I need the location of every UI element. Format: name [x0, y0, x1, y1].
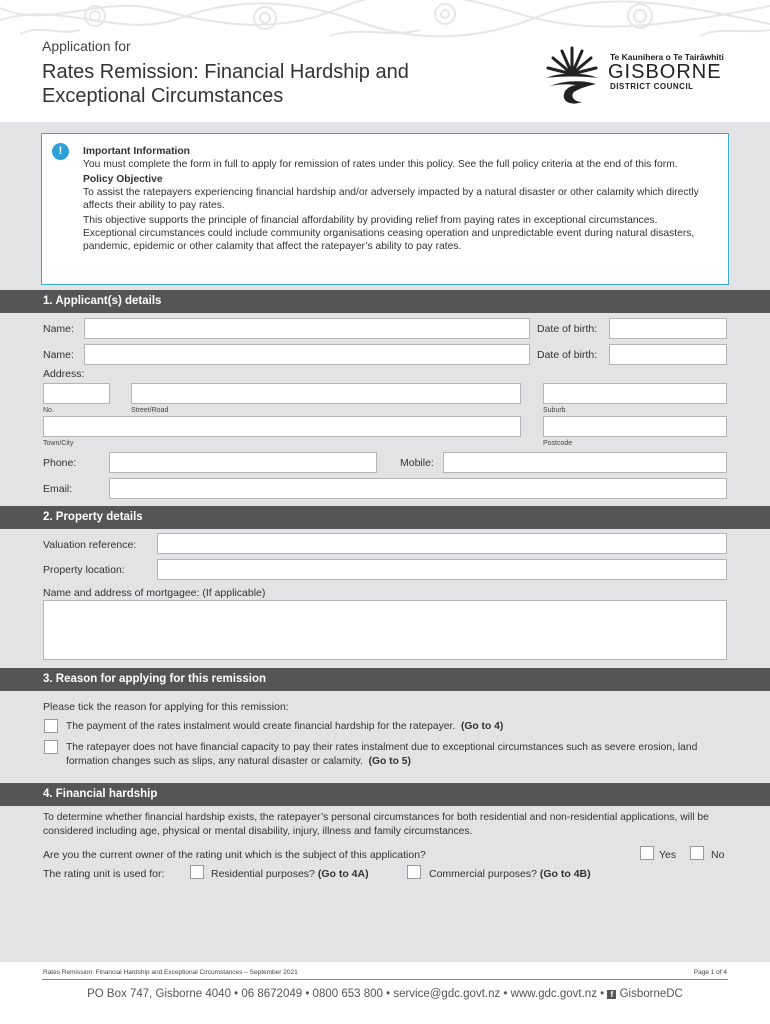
- address-label: Address:: [43, 368, 85, 380]
- no-caption: No.: [43, 407, 54, 414]
- exceptional-option: The ratepayer does not have financial capacity to pay their rates instalment due to exceptional circumstances such as severe erosion, land formation changes such as slips, any natural disaster or calamity. (Go to 5): [66, 742, 698, 767]
- suburb-input[interactable]: [543, 383, 727, 404]
- email-input[interactable]: [109, 478, 727, 499]
- important-information-box: [41, 133, 729, 285]
- street-caption: Street/Road: [131, 407, 169, 414]
- section-4-header: 4. Financial hardship: [0, 783, 770, 806]
- valuation-input[interactable]: [157, 533, 727, 554]
- name-input-2[interactable]: [84, 344, 530, 365]
- location-label: Property location:: [43, 564, 125, 576]
- section-2-header: 2. Property details: [0, 506, 770, 529]
- info-heading: Important Information: [83, 146, 190, 157]
- owner-yes-label: Yes: [659, 849, 677, 861]
- town-caption: Town/City: [43, 440, 74, 447]
- logo-district-council: DISTRICT COUNCIL: [610, 82, 694, 91]
- page-title: Rates Remission: Financial Hardship and Exceptional Circumstances: [42, 61, 409, 107]
- street-input[interactable]: [131, 383, 521, 404]
- info-text-2: To assist the ratepayers experiencing financial hardship and/or adversely impacted by a natural disaster or other calamity which directly affects their ability to pay rates.: [83, 187, 699, 211]
- exceptional-checkbox[interactable]: [44, 740, 58, 754]
- name-label-1: Name:: [43, 323, 74, 335]
- info-text-3: This objective supports the principle of financial affordability by providing relief from paying rates in exceptional circumstances. Exceptional circumstances could include community organisations ceasing operation and unpredictable event during natural disasters, pandemic, epidemic or other calamity that affect the ratepayer’s ability to pay rates.: [83, 215, 695, 252]
- page-header: [0, 0, 770, 122]
- footer-page-number: Page 1 of 4: [693, 969, 727, 976]
- application-for-label: Application for: [42, 38, 131, 54]
- section-3-header: 3. Reason for applying for this remission: [0, 668, 770, 691]
- location-input[interactable]: [157, 559, 727, 580]
- footer-divider: [42, 979, 728, 980]
- policy-objective-heading: Policy Objective: [83, 174, 163, 185]
- hardship-checkbox[interactable]: [44, 719, 58, 733]
- owner-question: Are you the current owner of the rating unit which is the subject of this application?: [43, 849, 426, 861]
- facebook-handle[interactable]: GisborneDC: [619, 988, 683, 1000]
- logo-gisborne: GISBORNE: [608, 61, 722, 83]
- mobile-label: Mobile:: [400, 457, 434, 469]
- town-input[interactable]: [43, 416, 521, 437]
- dob-input-2[interactable]: [609, 344, 727, 365]
- dob-input-1[interactable]: [609, 318, 727, 339]
- logo-maori-name: Te Kaunihera o Te Tairāwhiti: [610, 52, 724, 62]
- valuation-label: Valuation reference:: [43, 539, 137, 551]
- owner-no-label: No: [711, 849, 725, 861]
- mortgagee-textarea[interactable]: [43, 600, 727, 660]
- postcode-input[interactable]: [543, 416, 727, 437]
- phone-label: Phone:: [43, 457, 77, 469]
- reason-intro: Please tick the reason for applying for this remission:: [43, 701, 289, 713]
- residential-checkbox[interactable]: [190, 865, 204, 879]
- gisborne-council-logo: [540, 44, 740, 110]
- email-label: Email:: [43, 483, 73, 495]
- postcode-caption: Postcode: [543, 440, 573, 447]
- gdc-logo-icon: [540, 44, 604, 110]
- section-1-header: 1. Applicant(s) details: [0, 290, 770, 313]
- suburb-caption: Suburb: [543, 407, 566, 414]
- info-text-1: You must complete the form in full to apply for remission of rates under this policy. See the full policy criteria at the end of this form.: [83, 159, 678, 170]
- facebook-icon: f: [607, 990, 616, 999]
- name-label-2: Name:: [43, 349, 74, 361]
- owner-no-checkbox[interactable]: [690, 846, 704, 860]
- residential-label: Residential purposes? (Go to 4A): [211, 868, 369, 880]
- owner-yes-checkbox[interactable]: [640, 846, 654, 860]
- footer-contact: PO Box 747, Gisborne 4040 • 06 8672049 • 0800 653 800 • service@gdc.govt.nz • www.gdc.govt.nz • f GisborneDC: [87, 988, 683, 1000]
- commercial-checkbox[interactable]: [407, 865, 421, 879]
- phone-input[interactable]: [109, 452, 377, 473]
- footer-doc-ref: Rates Remission: Financial Hardship and Exceptional Circumstances – September 2021: [43, 969, 298, 976]
- form-body: [0, 122, 770, 962]
- mobile-input[interactable]: [443, 452, 727, 473]
- address-no-input[interactable]: [43, 383, 110, 404]
- commercial-label: Commercial purposes? (Go to 4B): [429, 868, 591, 880]
- dob-label-2: Date of birth:: [537, 349, 598, 361]
- financial-hardship-intro: To determine whether financial hardship exists, the ratepayer’s personal circumstances for both residential and non-residential applications, will be considered including age, physical or mental disability, injury, illness and family circumstances.: [43, 812, 709, 837]
- mortgagee-label: Name and address of mortgagee: (If applicable): [43, 587, 266, 599]
- dob-label-1: Date of birth:: [537, 323, 598, 335]
- exclamation-icon: !: [52, 143, 69, 160]
- hardship-option: The payment of the rates instalment would create financial hardship for the ratepayer. (Go to 4): [66, 721, 504, 732]
- used-for-label: The rating unit is used for:: [43, 868, 165, 880]
- name-input-1[interactable]: [84, 318, 530, 339]
